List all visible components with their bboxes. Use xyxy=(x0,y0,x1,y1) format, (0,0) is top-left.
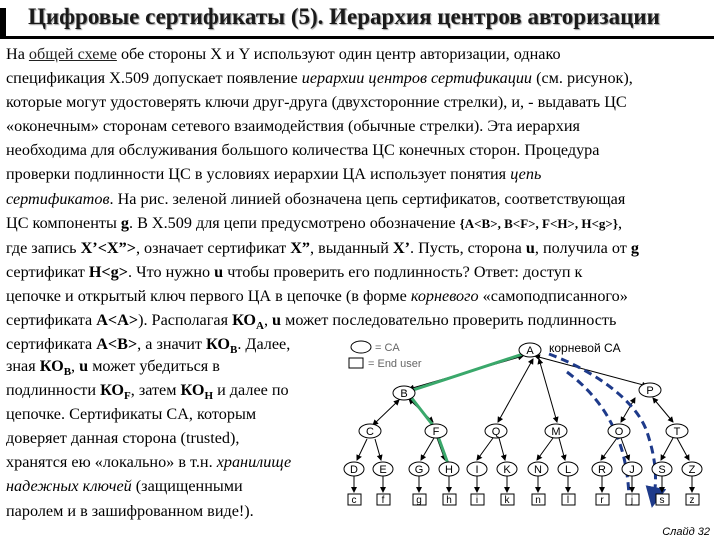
text-line: проверки подлинности ЦС в условиях иерархии ЦА использует понятия цепь xyxy=(6,165,542,184)
text-line: где запись X’<X”>, означает сертификат X”, выданный X’. Пусть, сторона u, получила от g xyxy=(6,238,639,257)
ca-label: M xyxy=(551,426,561,438)
ca-label: Z xyxy=(688,464,696,476)
text-line: необходима для обслуживания большого количества ЦС конечных сторон. Процедура xyxy=(6,141,600,160)
text-line: зная $КО_B$, u может убедиться в xyxy=(6,357,220,379)
end-user-nodes xyxy=(348,494,699,506)
user-edges xyxy=(357,438,689,460)
ca-label: Q xyxy=(491,426,501,438)
ca-label: H xyxy=(445,464,453,476)
text-line: подлинности $КО_F$, затем $КО_H$ и далее по xyxy=(6,381,289,403)
ca-label: A xyxy=(526,345,534,357)
text-line: цепочке и открытый ключ первого ЦА в цепочке (в форме корневого «самоподписанного» xyxy=(6,286,628,305)
title-underline xyxy=(0,36,714,39)
ca-label: I xyxy=(475,464,479,476)
text-line: спецификация X.509 допускает появление иерархии центров сертификации (см. рисунок), xyxy=(6,69,633,88)
legend-user-symbol xyxy=(349,358,363,368)
leaf-edges xyxy=(354,476,692,492)
ca-label: G xyxy=(414,464,424,476)
user-label: c xyxy=(351,495,357,506)
user-label: n xyxy=(535,495,541,506)
text-line: сертификата A<A>). Располагая $КО_A$, u может последовательно проверить подлинность xyxy=(6,311,617,333)
text-line: надежных ключей (защищенными xyxy=(6,477,243,496)
ca-label: C xyxy=(366,426,374,438)
ca-label: F xyxy=(432,426,440,438)
user-label: l xyxy=(566,495,570,506)
side-paragraph xyxy=(6,354,336,523)
ca-label: B xyxy=(400,388,408,400)
text-line: которые могут удостоверять ключи друг-друга (двухсторонние стрелки), и, - выдавать ЦС xyxy=(6,93,627,112)
ca-label: J xyxy=(629,464,635,476)
ca-label: D xyxy=(350,464,358,476)
user-label: k xyxy=(504,495,510,506)
user-label: i xyxy=(475,495,479,506)
text-line: «оконечным» сторонам сетевого взаимодействия (обычные стрелки). Эта иерархия xyxy=(6,117,580,136)
hierarchy-svg xyxy=(337,332,717,522)
root-ca-label: корневой CA xyxy=(549,341,621,355)
text-line: ЦС компоненты g. В X.509 для цепи предусмотрено обозначение {A<B>, B<F>, F<H>, H<g>}, xyxy=(6,213,623,232)
legend-user-text: = End user xyxy=(368,358,422,370)
user-label: s xyxy=(659,495,665,506)
ca-label: E xyxy=(379,464,387,476)
user-label: r xyxy=(600,495,604,506)
user-label: z xyxy=(689,495,695,506)
text-line: хранятся ею «локально» в т.н. хранилище xyxy=(6,453,292,472)
user-label: h xyxy=(446,495,452,506)
text-line: сертификата A<B>, а значит $КО_B$. Далее, xyxy=(6,335,291,357)
text-line: цепочке. Сертификаты CA, которым xyxy=(6,405,257,424)
text-line: доверяет данная сторона (trusted), xyxy=(6,429,240,448)
user-label: f xyxy=(381,495,385,506)
ca-label: N xyxy=(534,464,542,476)
text-line: паролем и в зашифрованном виде!). xyxy=(6,501,254,520)
ca-label: P xyxy=(646,385,654,397)
user-label: j xyxy=(630,495,634,506)
text-line: На общей схеме обе стороны X и Y используют один центр авторизации, однако xyxy=(6,45,561,63)
general-scheme-link[interactable]: общей схеме xyxy=(28,45,117,63)
slide-title: Цифровые сертификаты (5). Иерархия центров авторизации xyxy=(28,4,660,29)
slide-number: Слайд 32 xyxy=(662,526,710,538)
ca-hierarchy-diagram xyxy=(337,332,717,522)
legend-ca-symbol xyxy=(351,341,371,353)
ca-label: L xyxy=(564,464,572,476)
main-paragraph xyxy=(6,42,714,356)
user-label: g xyxy=(416,495,422,506)
ca-label: R xyxy=(598,464,606,476)
ca-label: K xyxy=(503,464,511,476)
text-line: сертификат H<g>. Что нужно u чтобы проверить его подлинность? Ответ: доступ к xyxy=(6,262,583,281)
legend-ca-text: = CA xyxy=(375,342,400,354)
ca-label: O xyxy=(614,426,624,438)
ca-label: T xyxy=(673,426,681,438)
text-line: сертификатов. На рис. зеленой линией обозначена цепь сертификатов, соответствующая xyxy=(6,189,626,208)
ca-label: S xyxy=(658,464,666,476)
